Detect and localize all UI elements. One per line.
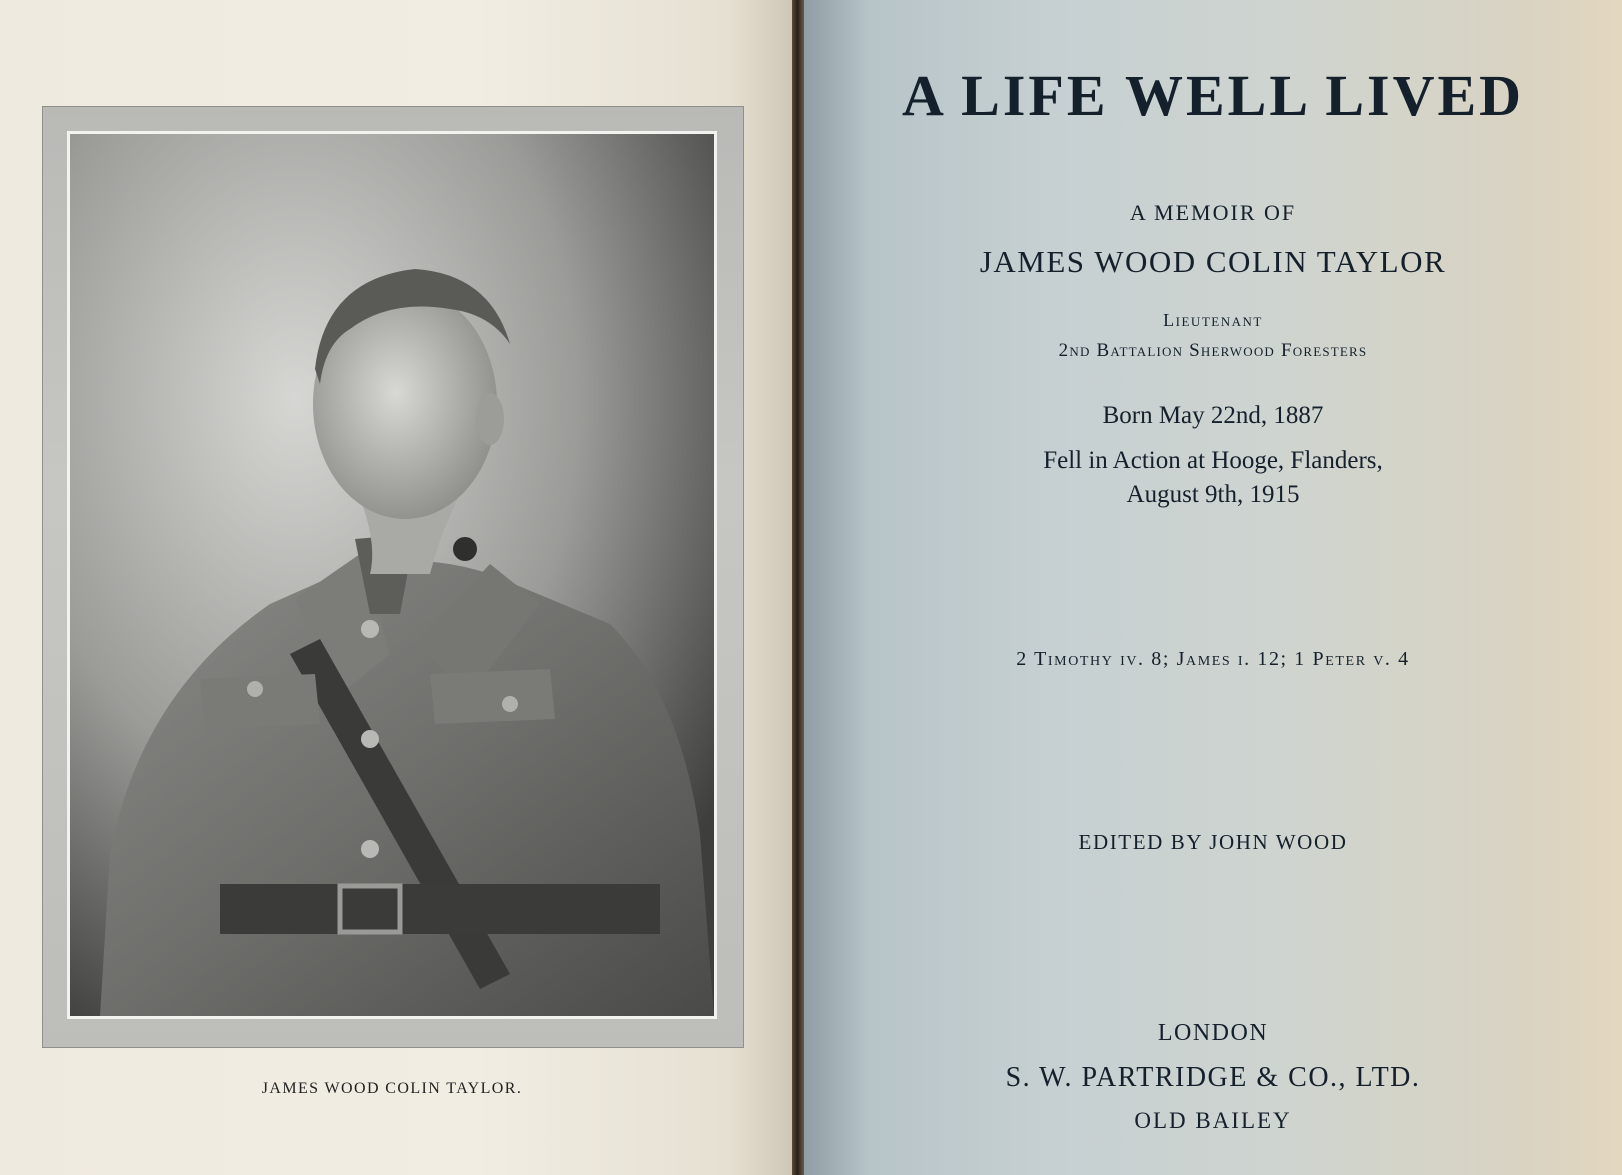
- publisher-city: LONDON: [1157, 1020, 1269, 1046]
- book-gutter: [792, 0, 804, 1175]
- subject-name: JAMES WOOD COLIN TAYLOR: [979, 244, 1447, 279]
- scripture-references: 2 Timothy iv. 8; James i. 12; 1 Peter v. 4: [1016, 648, 1410, 670]
- book-title: A LIFE WELL LIVED: [901, 63, 1525, 128]
- frontispiece-caption: JAMES WOOD COLIN TAYLOR.: [261, 1080, 523, 1097]
- portrait-image: [70, 134, 714, 1016]
- death-line-1: Fell in Action at Hooge, Flanders,: [1043, 447, 1383, 474]
- portrait-plate: [42, 106, 744, 1048]
- editor-credit: EDITED BY JOHN WOOD: [1078, 830, 1348, 854]
- memoir-of-line: A MEMOIR OF: [1129, 200, 1297, 225]
- frontispiece-page: [0, 0, 792, 1175]
- death-line-2: August 9th, 1915: [1126, 481, 1300, 508]
- publisher-name: S. W. PARTRIDGE & CO., LTD.: [1005, 1062, 1421, 1093]
- birth-date: Born May 22nd, 1887: [1102, 402, 1324, 429]
- publisher-street: OLD BAILEY: [1134, 1108, 1292, 1133]
- subject-rank: Lieutenant: [1163, 310, 1263, 330]
- subject-unit: 2nd Battalion Sherwood Foresters: [1058, 340, 1368, 361]
- title-page: [804, 0, 1622, 1175]
- portrait-photo: [67, 131, 717, 1019]
